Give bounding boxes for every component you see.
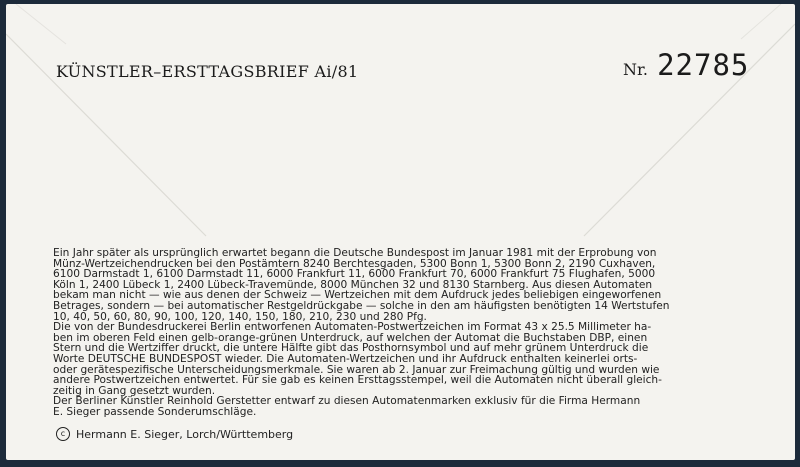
text-line: bekam man nicht — wie aus denen der Schweiz — Wertzeichen mit dem Aufdruck jedes beliebigen eingeworfenen — [53, 289, 662, 302]
serial-number-value: 22785 — [657, 48, 750, 82]
text-line: Stern und die Wertziffer druckt, die untere Hälfte gibt das Posthornsymbol und auf mehr grünem Unterdruck die — [53, 342, 649, 355]
copyright-icon: c — [56, 427, 70, 441]
serial-number-label: Nr. — [623, 60, 648, 79]
text-line: 6100 Darmstadt 1, 6100 Darmstadt 11, 6000 Frankfurt 11, 6000 Frankfurt 70, 6000 Frankfurt 75 Flughafen, 5000 — [53, 268, 656, 281]
description-text — [53, 248, 763, 418]
serial-number — [623, 48, 749, 82]
text-line: ben im oberen Feld einen gelb-orange-grünen Unterdruck, auf welchen der Automat die Buchstaben DBP, einen — [53, 331, 648, 344]
text-line: andere Postwertzeichen entwertet. Für sie gab es keinen Ersttagsstempel, weil die Automaten nicht überall gleich- — [53, 374, 662, 387]
text-line: zeitig in Gang gesetzt wurden. — [53, 384, 216, 397]
text-line: Ein Jahr später als ursprünglich erwartet begann die Deutsche Bundespost im Januar 1981 mit der Erprobung von — [53, 247, 657, 259]
text-line: Der Berliner Künstler Reinhold Gerstetter entwarf zu diesen Automatenmarken exklusiv für die Firma Hermann — [53, 395, 641, 408]
envelope-back — [6, 4, 795, 460]
text-line: Münz-Wertzeichendrucken bei den Postämtern 8240 Berchtesgaden, 5300 Bonn 1, 5300 Bonn 2, 2190 Cuxhaven, — [53, 257, 656, 270]
text-line: Worte DEUTSCHE BUNDESPOST wieder. Die Automaten-Wertzeichen und ihr Aufdruck enthalten keinerlei orts- — [53, 352, 638, 365]
publisher-name: Hermann E. Sieger, Lorch/Württemberg — [76, 427, 294, 441]
text-line: E. Sieger passende Sonderumschläge. — [53, 405, 257, 418]
text-line: oder gerätespezifische Unterscheidungsmerkmale. Sie waren ab 2. Januar zur Freimachung gültig und wurden wie — [53, 363, 660, 376]
text-line: Betrages, sondern — bei automatischer Restgeldrückgabe — solche in den am häufigsten benötigten 14 Wertstufen — [53, 299, 670, 312]
document-title: KÜNSTLER–ERSTTAGSBRIEF Ai/81 — [56, 62, 359, 81]
text-line: Köln 1, 2400 Lübeck 1, 2400 Lübeck-Travemünde, 8000 München 32 und 8130 Starnberg. Aus diesen Automaten — [53, 278, 653, 291]
publisher-credit — [56, 427, 293, 441]
text-line: 10, 40, 50, 60, 80, 90, 100, 120, 140, 150, 180, 210, 230 und 280 Pfg. — [53, 310, 427, 323]
text-line: Die von der Bundesdruckerei Berlin entworfenen Automaten-Postwertzeichen im Format 43 x 25.5 Millimeter ha- — [53, 321, 652, 334]
